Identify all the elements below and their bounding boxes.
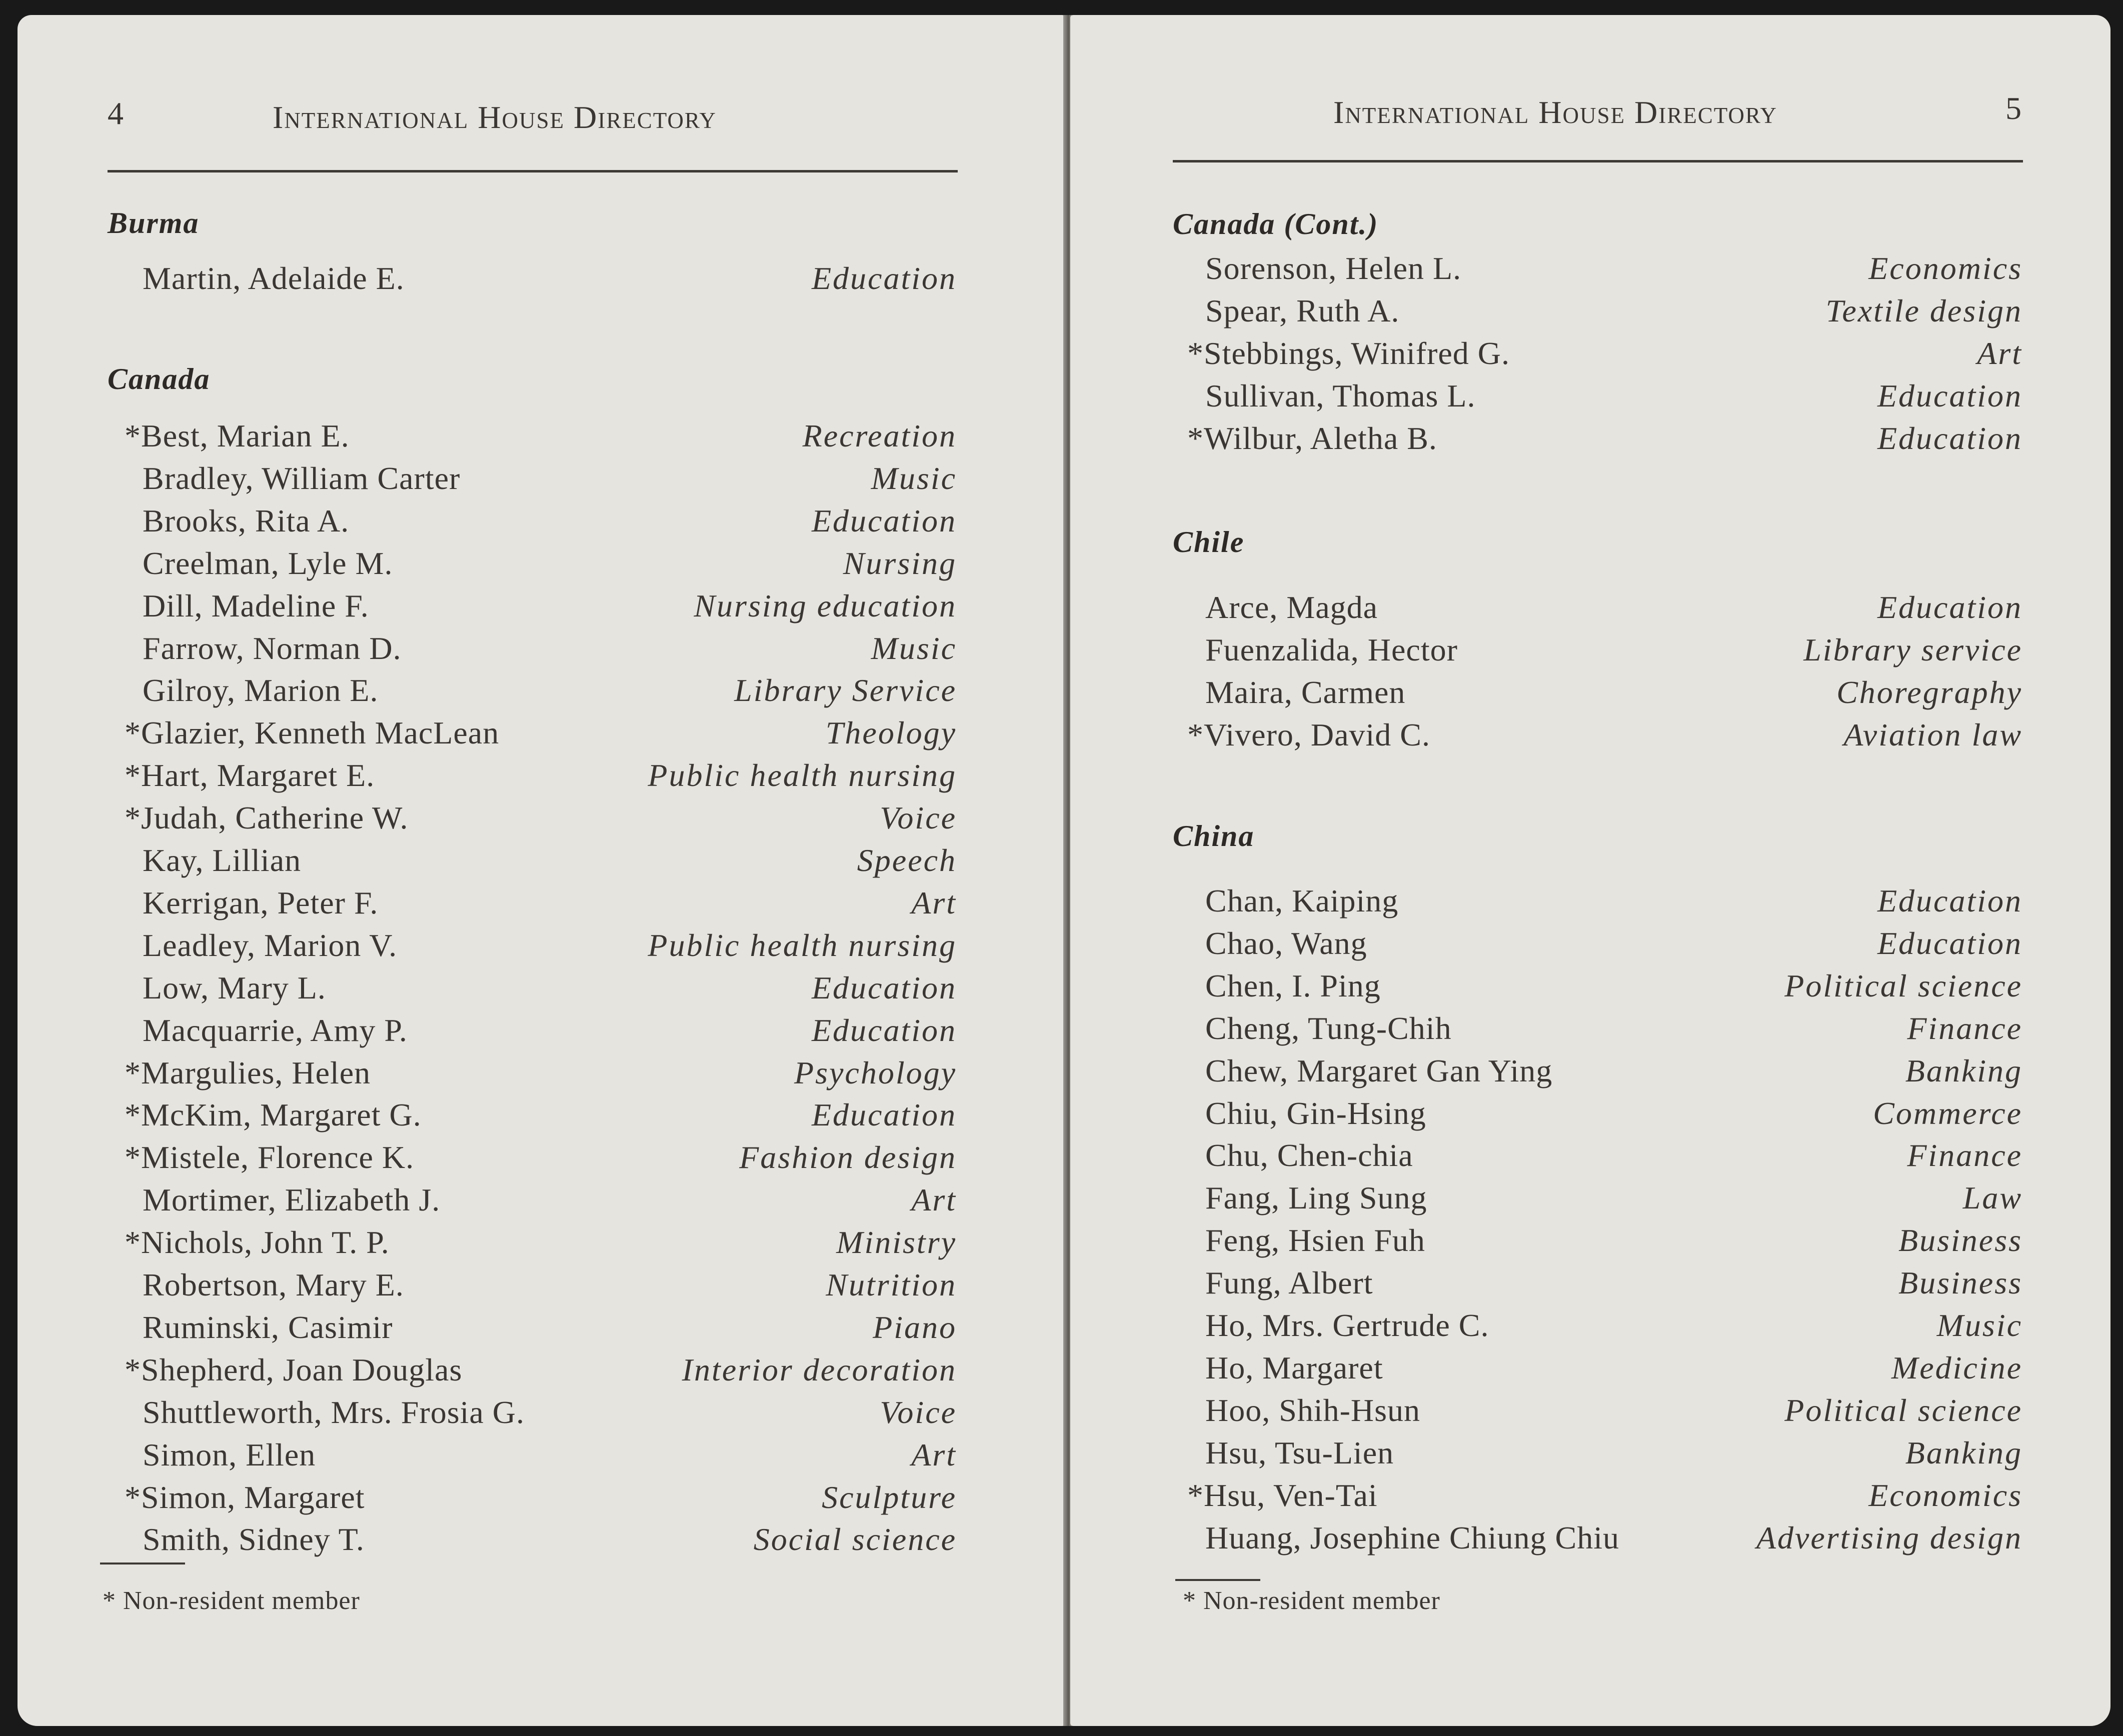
- entry-field: Recreation: [802, 418, 957, 454]
- entry-name: Martin, Adelaide E.: [143, 260, 405, 296]
- entry-field: Public health nursing: [648, 758, 957, 794]
- entry-field: Banking: [1905, 1434, 2022, 1470]
- entry-name: *Margulies, Helen: [125, 1054, 371, 1090]
- entry-name: Bradley, William Carter: [143, 460, 461, 496]
- entry-name: Feng, Hsien Fuh: [1205, 1222, 1425, 1258]
- entry-name: *Nichols, John T. P.: [125, 1224, 390, 1260]
- section-heading-canada: Canada: [108, 362, 211, 396]
- entry-name: Chan, Kaiping: [1205, 883, 1399, 918]
- entry-field: Advertising design: [1756, 1520, 2022, 1556]
- entry-field: Textile design: [1825, 292, 2022, 328]
- entry-field: Art: [1977, 335, 2022, 371]
- entry-name: *Stebbings, Winifred G.: [1187, 335, 1510, 371]
- footnote: * Non-resident member: [103, 1586, 360, 1615]
- entry-name: Chen, I. Ping: [1205, 968, 1381, 1004]
- entry-name: Gilroy, Marion E.: [143, 672, 379, 708]
- entry-field: Medicine: [1891, 1350, 2022, 1386]
- entry-field: Music: [871, 460, 957, 496]
- entry-field: Piano: [873, 1309, 957, 1345]
- entry-name: Low, Mary L.: [143, 970, 326, 1006]
- entry-name: *Glazier, Kenneth MacLean: [125, 715, 500, 751]
- entry-name: Sorenson, Helen L.: [1205, 250, 1462, 286]
- entry-name: Ho, Margaret: [1205, 1350, 1383, 1386]
- entry-name: *Hsu, Ven-Tai: [1187, 1477, 1378, 1513]
- entry-name: *Vivero, David C.: [1187, 716, 1430, 752]
- footnote-rule: [1175, 1579, 1260, 1581]
- entry-field: Theology: [825, 715, 957, 751]
- entry-name: *Shepherd, Joan Douglas: [125, 1352, 463, 1388]
- entry-field: Library Service: [734, 672, 957, 708]
- entry-field: Finance: [1907, 1138, 2022, 1174]
- entry-field: Voice: [880, 1394, 957, 1430]
- entry-field: Education: [811, 1012, 957, 1048]
- entry-name: Chiu, Gin-Hsing: [1205, 1095, 1426, 1131]
- header-rule: [1173, 160, 2023, 162]
- entry-name: *Hart, Margaret E.: [125, 758, 375, 794]
- entry-field: Speech: [857, 842, 957, 878]
- entry-name: *Judah, Catherine W.: [125, 800, 409, 836]
- entry-field: Economics: [1868, 250, 2022, 286]
- entry-field: Law: [1962, 1180, 2022, 1216]
- entry-name: *Simon, Margaret: [125, 1479, 365, 1515]
- entry-field: Education: [1877, 420, 2022, 456]
- entry-name: Huang, Josephine Chiung Chiu: [1205, 1520, 1619, 1556]
- entry-name: Macquarrie, Amy P.: [143, 1012, 408, 1048]
- entry-name: Hoo, Shih-Hsun: [1205, 1392, 1421, 1428]
- entry-name: Kerrigan, Peter F.: [143, 884, 379, 920]
- entry-name: Brooks, Rita A.: [143, 502, 350, 538]
- entry-field: Education: [811, 1097, 957, 1133]
- entry-field: Interior decoration: [682, 1352, 957, 1388]
- entry-name: Simon, Ellen: [143, 1436, 316, 1472]
- entry-name: Fung, Albert: [1205, 1265, 1373, 1301]
- entry-field: Business: [1898, 1222, 2022, 1258]
- entry-field: Library service: [1803, 632, 2022, 668]
- entry-field: Nursing education: [694, 588, 957, 624]
- entry-field: Education: [811, 502, 957, 538]
- section-heading-canada-cont: Canada (Cont.): [1173, 208, 1379, 240]
- section-heading-burma: Burma: [108, 206, 200, 240]
- entry-field: Political science: [1784, 1392, 2022, 1428]
- right-page: [1070, 15, 2110, 1726]
- entry-field: Education: [811, 970, 957, 1006]
- entry-field: Commerce: [1873, 1095, 2022, 1131]
- page-number: 5: [2005, 90, 2021, 126]
- entry-field: Banking: [1905, 1052, 2022, 1088]
- entry-field: Art: [911, 1182, 957, 1218]
- entry-field: Music: [1936, 1308, 2022, 1343]
- entry-name: Ruminski, Casimir: [143, 1309, 393, 1345]
- entry-name: Mortimer, Elizabeth J.: [143, 1182, 441, 1218]
- entry-field: Education: [811, 260, 957, 296]
- entry-field: Nursing: [843, 545, 957, 581]
- section-heading-chile: Chile: [1173, 526, 1245, 558]
- entry-field: Voice: [880, 800, 957, 836]
- entry-field: Finance: [1907, 1010, 2022, 1046]
- entry-field: Sculpture: [822, 1479, 957, 1515]
- entry-name: Fuenzalida, Hector: [1205, 632, 1458, 668]
- entry-name: Chu, Chen-chia: [1205, 1138, 1413, 1174]
- entry-name: Creelman, Lyle M.: [143, 545, 393, 581]
- left-page: [18, 15, 1065, 1726]
- page-number: 4: [108, 96, 124, 131]
- footnote-rule: [100, 1562, 185, 1564]
- entry-field: Fashion design: [739, 1140, 957, 1176]
- entry-field: Nutrition: [826, 1267, 957, 1302]
- entry-field: Education: [1877, 883, 2022, 918]
- entry-name: Hsu, Tsu-Lien: [1205, 1434, 1394, 1470]
- entry-name: *McKim, Margaret G.: [125, 1097, 422, 1133]
- entry-name: Kay, Lillian: [143, 842, 302, 878]
- footnote: * Non-resident member: [1183, 1586, 1440, 1615]
- header-rule: [108, 170, 958, 172]
- entry-field: Public health nursing: [648, 927, 957, 963]
- entry-field: Art: [911, 1436, 957, 1472]
- entry-name: Sullivan, Thomas L.: [1205, 378, 1476, 414]
- entry-name: Chew, Margaret Gan Ying: [1205, 1052, 1553, 1088]
- entry-name: Maira, Carmen: [1205, 674, 1406, 710]
- entry-name: *Best, Marian E.: [125, 418, 350, 454]
- entry-name: Arce, Magda: [1205, 590, 1378, 625]
- entry-name: Dill, Madeline F.: [143, 588, 369, 624]
- running-head: International House Directory: [1333, 94, 1777, 130]
- entry-field: Economics: [1868, 1477, 2022, 1513]
- entry-name: Smith, Sidney T.: [143, 1522, 365, 1558]
- entry-name: Shuttleworth, Mrs. Frosia G.: [143, 1394, 525, 1430]
- entry-field: Business: [1898, 1265, 2022, 1301]
- entry-field: Education: [1877, 378, 2022, 414]
- entry-name: Fang, Ling Sung: [1205, 1180, 1427, 1216]
- entry-field: Aviation law: [1843, 716, 2022, 752]
- entry-name: Leadley, Marion V.: [143, 927, 398, 963]
- section-heading-china: China: [1173, 820, 1255, 852]
- entry-name: Robertson, Mary E.: [143, 1267, 404, 1302]
- entry-name: *Mistele, Florence K.: [125, 1140, 415, 1176]
- entry-field: Choregraphy: [1836, 674, 2022, 710]
- entry-field: Social science: [753, 1522, 957, 1558]
- entry-field: Art: [911, 884, 957, 920]
- running-head: International House Directory: [273, 100, 717, 135]
- entry-field: Ministry: [836, 1224, 957, 1260]
- entry-field: Music: [871, 630, 957, 666]
- entry-name: Farrow, Norman D.: [143, 630, 402, 666]
- entry-name: Spear, Ruth A.: [1205, 292, 1400, 328]
- entry-name: Cheng, Tung-Chih: [1205, 1010, 1452, 1046]
- entry-name: Chao, Wang: [1205, 925, 1367, 961]
- entry-field: Education: [1877, 925, 2022, 961]
- entry-name: Ho, Mrs. Gertrude C.: [1205, 1308, 1489, 1343]
- entry-field: Political science: [1784, 968, 2022, 1004]
- entry-field: Education: [1877, 590, 2022, 625]
- entry-name: *Wilbur, Aletha B.: [1187, 420, 1437, 456]
- entry-field: Psychology: [794, 1054, 957, 1090]
